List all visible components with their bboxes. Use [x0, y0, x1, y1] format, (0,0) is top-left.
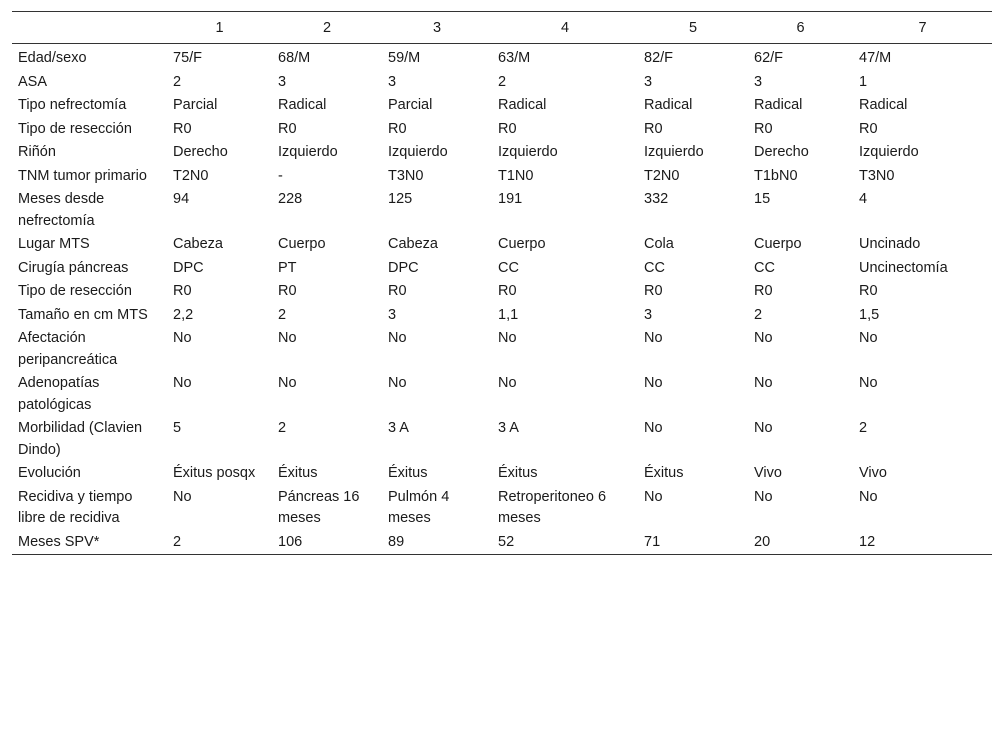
table-cell: Cola — [644, 236, 674, 252]
table-cell: R0 — [388, 283, 407, 299]
table-cell: Uncinado — [859, 236, 921, 252]
table-cell: Cuerpo — [498, 236, 546, 252]
table-row — [12, 371, 992, 416]
table-cell: Cabeza — [173, 236, 223, 252]
table-cell: 5 — [173, 420, 182, 436]
table-cell: No — [859, 375, 878, 391]
table-cell: 94 — [173, 191, 190, 207]
table-row — [12, 187, 992, 232]
table-cell: No — [754, 488, 773, 505]
table-cell: Radical — [754, 97, 803, 113]
table-cell: Retroperitoneo 6 meses — [498, 488, 607, 526]
header-case-6: 6 — [748, 12, 853, 44]
table-cell: T1bN0 — [754, 167, 798, 184]
table-cell: No — [278, 375, 297, 391]
table-row — [12, 485, 992, 530]
row-label: Afectación peripancreática — [18, 330, 118, 368]
table-cell: 3 — [644, 73, 653, 90]
table-cell: Cuerpo — [278, 236, 326, 252]
table-cell: Derecho — [754, 144, 809, 160]
table-cell: 1,1 — [498, 306, 519, 323]
table-cell: Radical — [644, 97, 693, 113]
header-case-2: 2 — [272, 12, 382, 44]
table-cell: 2 — [498, 73, 507, 90]
table-cell: T1N0 — [498, 167, 534, 184]
table-cell: 191 — [498, 191, 523, 207]
table-cell: 12 — [853, 530, 992, 555]
table-cell: No — [644, 488, 663, 505]
table-cell: Uncinectomía — [859, 259, 948, 276]
table-cell: 3 A — [388, 420, 409, 436]
table-cell: 1,5 — [859, 306, 880, 323]
table-row — [12, 461, 992, 485]
table-cell: 228 — [278, 191, 303, 207]
table-cell: Éxitus — [388, 465, 428, 481]
row-label: Lugar MTS — [18, 236, 90, 252]
table-row — [12, 140, 992, 164]
table-cell: Cuerpo — [754, 236, 802, 252]
table-cell: Radical — [278, 97, 327, 113]
row-label: Tipo de resección — [18, 120, 132, 137]
row-label: Cirugía páncreas — [18, 259, 129, 276]
table-cell: 75/F — [173, 50, 203, 66]
table-cell: No — [173, 488, 192, 505]
table-cell: No — [278, 330, 297, 346]
table-cell: 3 A — [498, 420, 519, 436]
header-case-5: 5 — [638, 12, 748, 44]
table-cell: R0 — [644, 120, 663, 137]
table-row — [12, 326, 992, 371]
table-cell: Éxitus posqx — [173, 465, 256, 481]
table-cell: Izquierdo — [278, 144, 338, 160]
row-label: ASA — [18, 73, 48, 90]
table-cell: 2 — [278, 420, 287, 436]
table-row — [12, 256, 992, 280]
table-cell: Izquierdo — [644, 144, 704, 160]
table-cell: No — [644, 420, 663, 436]
table-cell: No — [388, 330, 407, 346]
row-label: Recidiva y tiempo libre de recidiva — [18, 488, 133, 526]
table-cell: 2 — [167, 530, 272, 555]
table-cell: CC — [644, 259, 665, 276]
table-cell: PT — [278, 259, 297, 276]
table-row — [12, 93, 992, 117]
row-label: Meses SPV* — [12, 530, 167, 555]
table-cell: No — [388, 375, 407, 391]
table-cell: 20 — [748, 530, 853, 555]
table-cell: R0 — [859, 283, 878, 299]
table-cell: R0 — [498, 283, 517, 299]
table-cell: CC — [754, 259, 775, 276]
table-body — [12, 44, 992, 555]
table-cell: T3N0 — [388, 167, 424, 184]
row-label: TNM tumor primario — [18, 167, 147, 184]
table-cell: R0 — [754, 283, 773, 299]
table-header — [12, 12, 992, 44]
table-cell: Parcial — [173, 97, 218, 113]
table-cell: 82/F — [644, 50, 674, 66]
table-cell: R0 — [859, 120, 878, 137]
table-cell: 62/F — [754, 50, 784, 66]
table-cell: 3 — [754, 73, 763, 90]
table-cell: No — [859, 488, 878, 505]
header-label-column — [12, 12, 167, 44]
row-label: Morbilidad (Clavien Dindo) — [18, 420, 143, 458]
table-cell: Éxitus — [498, 465, 538, 481]
table-cell: 4 — [859, 191, 868, 207]
table-cell: 68/M — [278, 50, 311, 66]
table-cell: Éxitus — [278, 465, 318, 481]
table-cell: 125 — [388, 191, 413, 207]
table-cell: No — [498, 330, 517, 346]
table-cell: Páncreas 16 meses — [278, 488, 360, 526]
header-case-1: 1 — [167, 12, 272, 44]
table-cell: 1 — [859, 73, 868, 90]
table-cell: No — [644, 330, 663, 346]
table-cell: T3N0 — [859, 167, 895, 184]
row-label: Tipo de resección — [18, 283, 132, 299]
table-cell: T2N0 — [173, 167, 209, 184]
table-cell: 47/M — [859, 50, 892, 66]
table-cell: Izquierdo — [498, 144, 558, 160]
table-cell: Radical — [859, 97, 908, 113]
table-cell: 2 — [859, 420, 868, 436]
table-cell: R0 — [754, 120, 773, 137]
table-cell: Pulmón 4 meses — [388, 488, 450, 526]
table-cell: 3 — [644, 306, 653, 323]
data-table-container — [12, 11, 992, 555]
table-cell: Derecho — [173, 144, 228, 160]
table-cell: 2,2 — [173, 306, 194, 323]
row-label: Riñón — [18, 144, 56, 160]
table-cell: No — [644, 375, 663, 391]
table-cell: 2 — [173, 73, 182, 90]
table-cell: DPC — [388, 259, 419, 276]
table-cell: No — [754, 330, 773, 346]
table-cell: Éxitus — [644, 465, 684, 481]
table-row — [12, 416, 992, 461]
table-cell: Radical — [498, 97, 547, 113]
table-cell: 3 — [388, 73, 397, 90]
table-cell: No — [173, 375, 192, 391]
table-cell: 2 — [754, 306, 763, 323]
table-cell: 106 — [272, 530, 382, 555]
table-cell: R0 — [498, 120, 517, 137]
table-cell: 52 — [492, 530, 638, 555]
table-cell: 59/M — [388, 50, 421, 66]
row-label: Meses desde nefrectomía — [18, 191, 105, 229]
table-cell: 3 — [388, 306, 397, 323]
table-cell: R0 — [278, 283, 297, 299]
table-row — [12, 164, 992, 188]
table-cell: 332 — [644, 191, 669, 207]
row-label: Evolución — [18, 465, 81, 481]
table-cell: Izquierdo — [859, 144, 919, 160]
header-row — [12, 12, 992, 44]
table-cell: No — [173, 330, 192, 346]
table-cell: 71 — [638, 530, 748, 555]
table-cell: 15 — [754, 191, 771, 207]
table-cell: R0 — [278, 120, 297, 137]
table-cell: R0 — [173, 283, 192, 299]
table-row — [12, 530, 992, 555]
table-cell: - — [278, 167, 283, 184]
header-case-7: 7 — [853, 12, 992, 44]
table-row — [12, 232, 992, 256]
table-cell: No — [754, 375, 773, 391]
table-cell: No — [754, 420, 773, 436]
row-label: Adenopatías patológicas — [18, 375, 100, 413]
table-cell: Vivo — [859, 465, 887, 481]
table-cell: Parcial — [388, 97, 433, 113]
table-cell: R0 — [388, 120, 407, 137]
table-cell: No — [498, 375, 517, 391]
table-row — [12, 303, 992, 327]
table-cell: Izquierdo — [388, 144, 448, 160]
table-cell: 3 — [278, 73, 287, 90]
table-row — [12, 117, 992, 141]
table-row — [12, 70, 992, 94]
table-row — [12, 279, 992, 303]
table-cell: Cabeza — [388, 236, 438, 252]
table-cell: 63/M — [498, 50, 531, 66]
table-cell: R0 — [173, 120, 192, 137]
table-cell: 2 — [278, 306, 287, 323]
table-cell: CC — [498, 259, 519, 276]
patients-table — [12, 11, 992, 555]
table-cell: R0 — [644, 283, 663, 299]
table-cell: No — [859, 330, 878, 346]
row-label: Tipo nefrectomía — [18, 97, 127, 113]
row-label: Edad/sexo — [18, 50, 87, 66]
table-row — [12, 44, 992, 70]
row-label: Tamaño en cm MTS — [18, 306, 148, 323]
header-case-3: 3 — [382, 12, 492, 44]
table-cell: DPC — [173, 259, 204, 276]
table-cell: Vivo — [754, 465, 782, 481]
table-cell: 89 — [382, 530, 492, 555]
header-case-4: 4 — [492, 12, 638, 44]
table-cell: T2N0 — [644, 167, 680, 184]
